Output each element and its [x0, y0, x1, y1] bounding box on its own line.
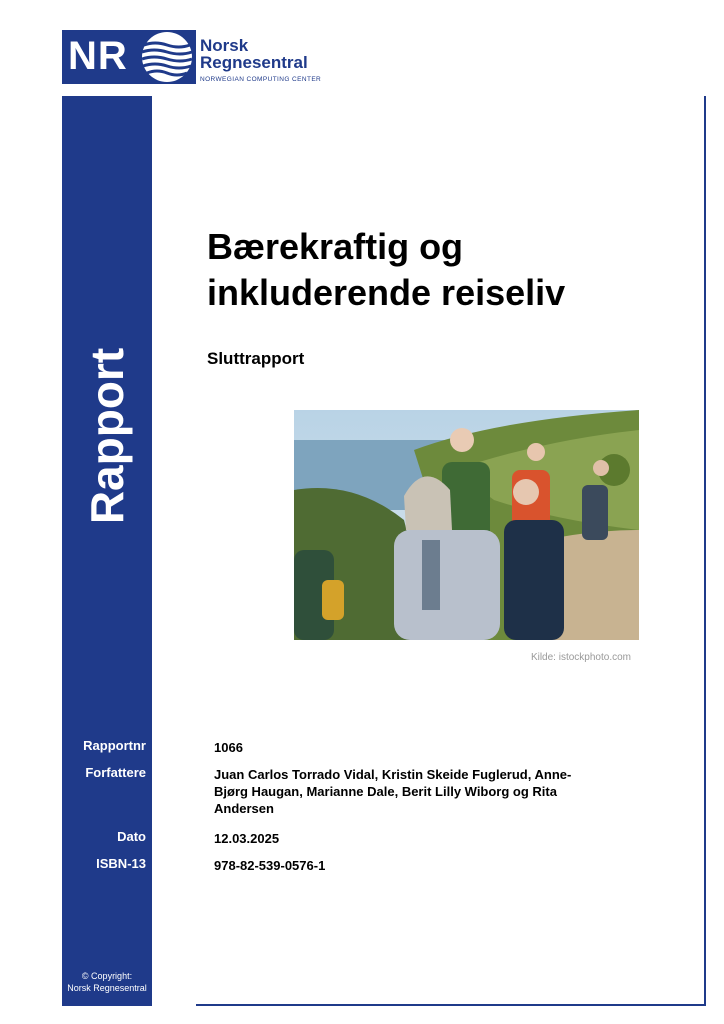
sidebar-title: Rapport: [81, 347, 133, 525]
authors-label: Forfattere: [85, 765, 146, 780]
copyright-line1: © Copyright:: [81, 971, 133, 981]
report-title-line1: Bærekraftig og: [207, 226, 464, 267]
report-date: 12.03.2025: [214, 831, 280, 846]
sidebar: [62, 96, 152, 1006]
photo-credit: Kilde: istockphoto.com: [530, 652, 631, 663]
report-number-label: Rapportnr: [83, 738, 146, 753]
report-title-line2: inkluderende reiseliv: [207, 272, 566, 313]
report-number: 1066: [214, 740, 243, 755]
authors: Juan Carlos Torrado Vidal, Kristin Skeide Fuglerud, Anne-Bjørg Haugan, Marianne Dale, Berit Lilly Wiborg og Rita Andersen: [214, 767, 572, 816]
logo-tagline: NORWEGIAN COMPUTING CENTER: [200, 76, 322, 83]
logo-name-regnesentral: Regnesentral: [200, 53, 308, 72]
report-title: [207, 224, 667, 316]
logo-name-norsk: Norsk: [200, 36, 249, 55]
wave-globe-icon: [138, 30, 196, 84]
isbn-label: ISBN-13: [96, 856, 146, 871]
frame-border-right: [704, 96, 706, 1006]
nr-logo: [62, 30, 338, 86]
logo-mark: NR: [68, 34, 128, 78]
logo-box: [62, 30, 196, 84]
copyright: [62, 970, 152, 994]
frame-border-bottom: [196, 1004, 706, 1006]
isbn: 978-82-539-0576-1: [214, 858, 326, 873]
report-subtitle: Sluttrapport: [207, 349, 305, 368]
hikers-photo-icon: [294, 410, 639, 640]
cover-photo: [294, 410, 639, 640]
date-label: Dato: [117, 829, 146, 844]
copyright-line2: Norsk Regnesentral: [67, 983, 147, 993]
